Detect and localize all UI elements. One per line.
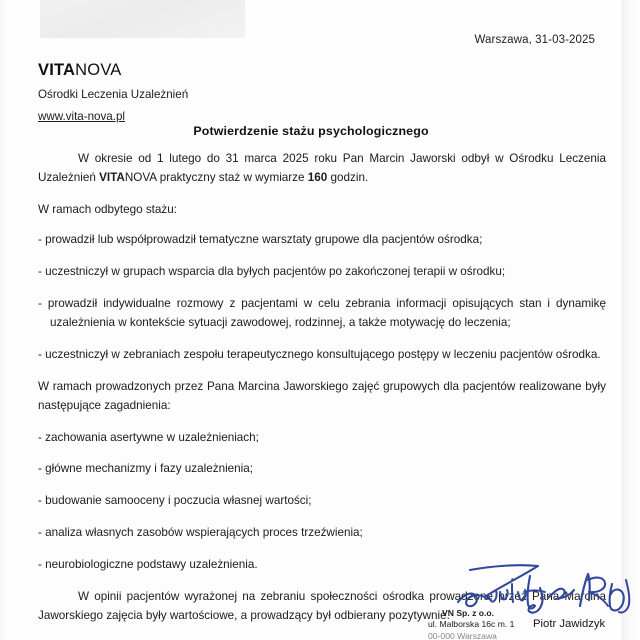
signer-name: Piotr Jawidzyk [533, 618, 606, 630]
section-two-heading: W ramach prowadzonych przez Pana Marcina Jaworskiego zajęć grupowych dla pacjentów realizowane były następujące zagadnienia: [38, 379, 606, 412]
brand-name [38, 58, 188, 84]
document-title: Potwierdzenie stażu psychologicznego [193, 124, 429, 138]
signature-block [0, 560, 640, 640]
list-item: - analiza własnych zasobów wspierających proces trzeźwienia; [38, 526, 363, 540]
list-item: - zachowania asertywne w uzależnieniach; [38, 430, 259, 444]
list-item: - uczestniczył w grupach wsparcia dla byłych pacjentów po zakończonej terapii w ośrodku; [38, 264, 506, 278]
intro-text-before-brand: W okresie od 1 lutego do 31 marca 2025 roku Pan Marcin Jaworski odbył w Ośrodku Leczenia Uzależnień [38, 152, 606, 184]
list-item: - neurobiologiczne podstawy uzależnienia. [38, 558, 258, 572]
intro-paragraph [38, 150, 606, 188]
list-item: - budowanie samooceny i poczucia własnej wartości; [38, 494, 312, 508]
company-logo [40, 0, 245, 38]
brand-subtitle: Ośrodki Leczenia Uzależnień [38, 87, 189, 101]
stamp-city: 00-000 Warszawa [428, 630, 497, 640]
intro-hours: 160 [307, 170, 328, 184]
intro-brand-light: NOVA [124, 170, 157, 184]
date-line: Warszawa, 31-03-2025 [474, 34, 595, 46]
section-two-list [38, 429, 606, 576]
stamp-company-name: VN Sp. z o.o. [442, 608, 495, 618]
letterhead [38, 58, 188, 128]
section-one-heading: W ramach odbytego stażu: [38, 202, 178, 216]
intro-brand-bold: VITA [99, 170, 125, 184]
list-item: - uczestniczył w zebraniach zespołu terapeutycznego konsultującego postępy w leczeniu pacjentów ośrodka. [38, 347, 601, 361]
company-stamp [428, 608, 514, 640]
stamp-street: ul. Malborska 16c m. 1 [428, 619, 515, 630]
brand-name-bold: VITA [38, 61, 76, 79]
list-item: - główne mechanizmy i fazy uzależnienia; [38, 462, 254, 476]
closing-paragraph: W opinii pacjentów wyrażonej na zebraniu społeczności ośrodka prowadzone przez Pana Marcina Jaworskiego zajęcia były wartościowe, a prowadzący był odbierany pozytywnie. [38, 590, 606, 623]
intro-text-mid: praktyczny staż w wymiarze [156, 170, 308, 184]
scan-edge-right [622, 0, 640, 640]
website-link[interactable]: www.vita-nova.pl [38, 109, 125, 123]
intro-text-after: godzin. [327, 170, 369, 184]
list-item: - prowadził lub współprowadził tematyczne warsztaty grupowe dla pacjentów ośrodka; [38, 232, 483, 246]
brand-name-light: NOVA [75, 61, 122, 79]
list-item: - prowadził indywidualne rozmowy z pacjentami w celu zebrania informacji opisujących stan i dynamikę uzależnienia w kontekście sytuacji zawodowej, rodzinnej, a także motywację do leczenia; [38, 296, 606, 329]
scan-edge-left [0, 0, 6, 640]
section-one-list [38, 231, 606, 365]
